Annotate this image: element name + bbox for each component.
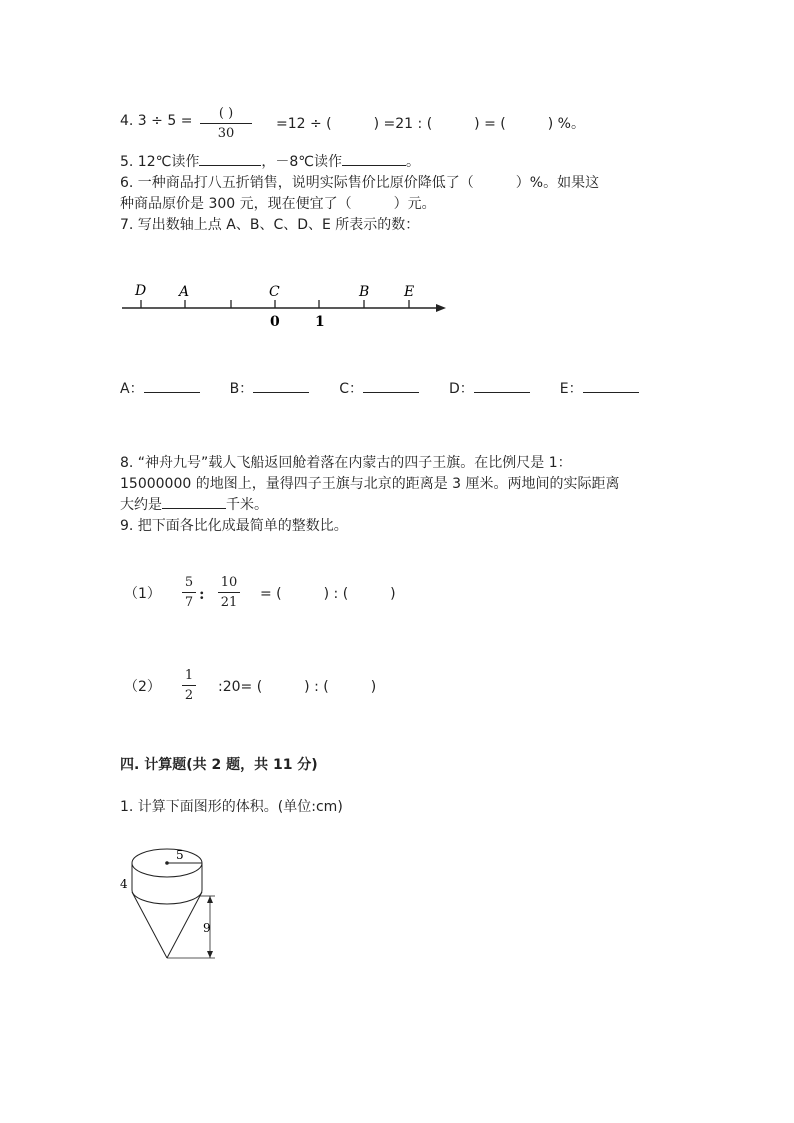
frac-den: 2	[184, 688, 194, 703]
q5-line	[120, 151, 420, 171]
q6-line1: 6. 一种商品打八五折销售，说明实际售价比原价降低了（ ）%。如果这	[120, 175, 600, 191]
answer-blank[interactable]	[583, 378, 639, 393]
frac-num: 5	[184, 575, 194, 590]
q9-p1-rest: = ( ) : ( )	[260, 586, 396, 602]
q9-p2-rest: :20= ( ) : ( )	[218, 679, 377, 695]
point-c-label: C	[269, 284, 280, 300]
cylinder-height-label: 4	[120, 877, 128, 891]
tick-zero-label: 0	[270, 314, 280, 330]
q8-line2: 15000000 的地图上，量得四子王旗与北京的距离是 3 厘米。两地间的实际距离	[120, 476, 620, 492]
answer-blank[interactable]	[342, 151, 406, 166]
answer-d-label: D：	[448, 381, 474, 397]
q9-p1-fraction2	[218, 575, 240, 610]
q5-end: 。	[406, 154, 420, 170]
q4-fraction	[200, 106, 252, 141]
q8-line1: 8. “神舟九号”载人飞船返回舱着落在内蒙古的四子王旗。在比例尺是 1：	[120, 455, 572, 471]
number-line	[110, 275, 455, 335]
q4-prefix: 4. 3 ÷ 5 =	[120, 113, 193, 129]
section4-q1-text: 1. 计算下面图形的体积。(单位:cm)	[120, 799, 343, 815]
q9-p1-label: （1）	[124, 586, 161, 602]
section-title: 四. 计算题(共 2 题，共 11 分)	[120, 757, 318, 773]
answer-e-label: E：	[559, 381, 583, 397]
cone-height-label: 9	[203, 921, 211, 935]
answer-b-label: B：	[229, 381, 254, 397]
point-d-label: D	[135, 283, 147, 299]
fraction-bar	[200, 123, 252, 124]
q8-line3b: 千米。	[226, 497, 268, 513]
q5-part1: 5. 12℃读作	[120, 154, 200, 170]
answer-blank[interactable]	[363, 378, 419, 393]
answer-blank[interactable]	[253, 378, 309, 393]
q9-p1-fraction1	[182, 575, 196, 610]
answer-a-label: A：	[120, 381, 144, 397]
q5-part2: ，－8℃读作	[261, 154, 342, 170]
cylinder-cone-figure	[110, 840, 230, 970]
q4-frac-den: 30	[217, 126, 235, 141]
frac-num: 1	[184, 668, 194, 683]
tick-one-label: 1	[315, 314, 325, 330]
q8-line3	[120, 494, 268, 514]
frac-den: 7	[184, 595, 194, 610]
q6-line2: 种商品原价是 300 元，现在便宜了（ ）元。	[120, 196, 436, 212]
answer-blank[interactable]	[162, 494, 226, 509]
frac-den: 21	[220, 595, 238, 610]
q9-p1-colon: :	[199, 585, 205, 603]
fraction-bar	[218, 592, 240, 593]
fraction-bar	[182, 685, 196, 686]
q8-line3a: 大约是	[120, 497, 162, 513]
q9-text: 9. 把下面各比化成最简单的整数比。	[120, 518, 348, 534]
point-e-label: E	[404, 284, 415, 300]
radius-label: 5	[176, 848, 184, 862]
answer-blank[interactable]	[144, 378, 200, 393]
q7-text: 7. 写出数轴上点 A、B、C、D、E 所表示的数：	[120, 217, 420, 233]
fraction-bar	[182, 592, 196, 593]
frac-num: 10	[220, 575, 238, 590]
q7-answer-row	[120, 378, 639, 398]
point-b-label: B	[359, 284, 370, 300]
q9-p2-fraction	[182, 668, 196, 703]
answer-blank[interactable]	[474, 378, 530, 393]
q9-p2-label: （2）	[124, 679, 161, 695]
point-a-label: A	[179, 284, 190, 300]
answer-blank[interactable]	[199, 151, 261, 166]
q4-rest: =12 ÷ ( ) =21 : ( ) = ( ) %。	[276, 116, 585, 132]
answer-c-label: C：	[339, 381, 363, 397]
q4-frac-num: ( )	[218, 106, 234, 121]
